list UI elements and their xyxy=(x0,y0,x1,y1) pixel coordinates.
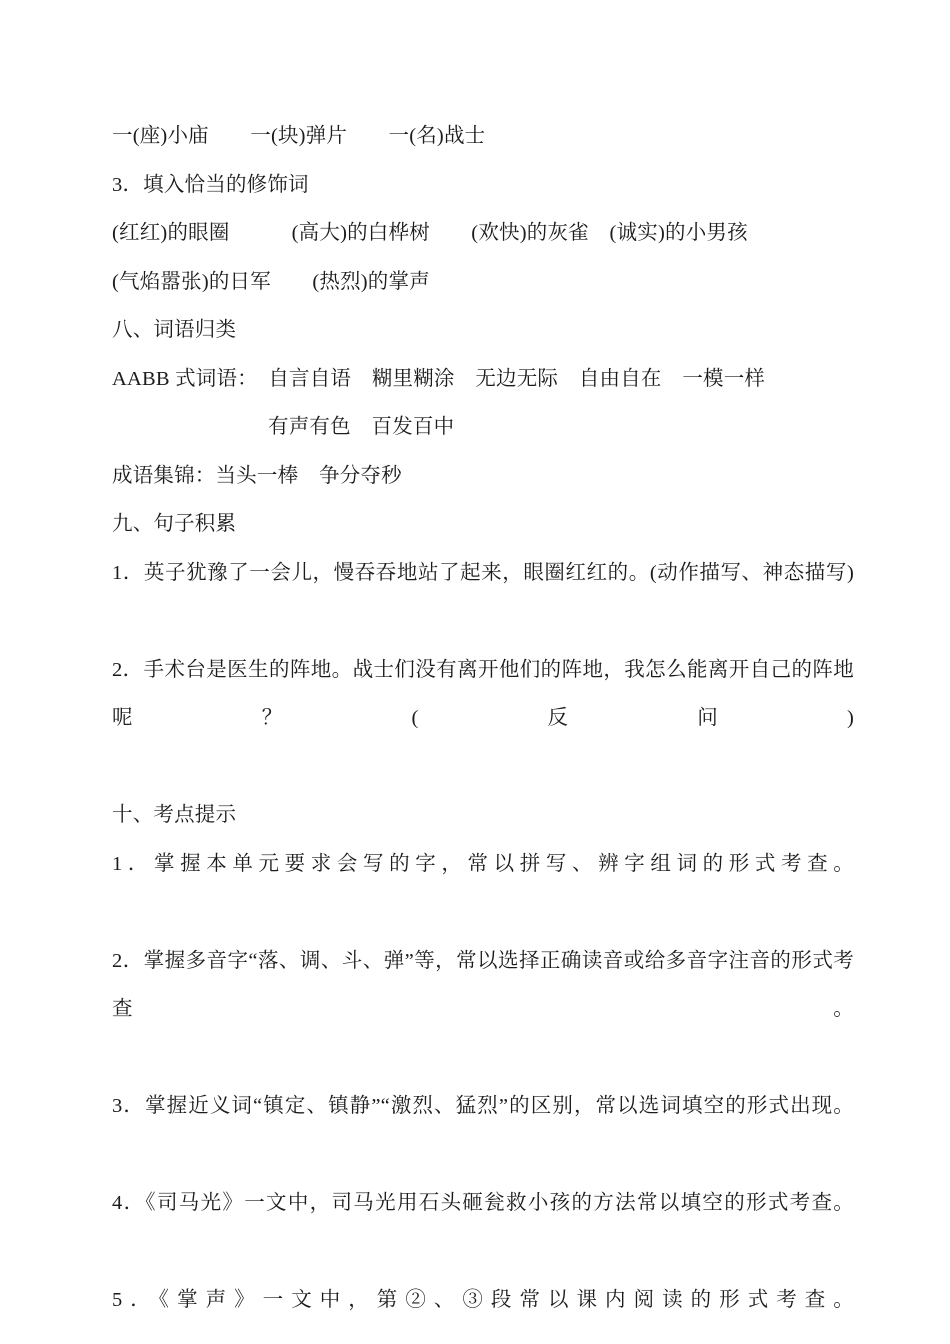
document-body xyxy=(112,112,854,1344)
idiom-collection-line: 成语集锦：当头一棒 争分夺秒 xyxy=(112,464,402,487)
exam-point-item-3: 3．掌握近义词“镇定、镇静”“激烈、猛烈”的区别，常以选词填空的形式出现。 xyxy=(112,1095,854,1117)
section-heading-nine: 九、句子积累 xyxy=(112,513,237,535)
modifier-answer-line-1: (红红)的眼圈 (高大)的白桦树 (欢快)的灰雀 (诚实)的小男孩 xyxy=(112,222,748,244)
section-heading-ten: 十、考点提示 xyxy=(112,804,237,826)
exam-point-item-1: 1．掌握本单元要求会写的字，常以拼写、辨字组词的形式考查。 xyxy=(112,852,854,875)
sentence-accumulation-item-2: 2．手术台是医生的阵地。战士们没有离开他们的阵地，我怎么能离开自己的阵地呢？(反问) xyxy=(112,658,854,729)
aabb-word-list-line-1: AABB 式词语： 自言自语 糊里糊涂 无边无际 自由自在 一模一样 xyxy=(112,367,766,390)
exam-point-item-4: 4．《司马光》一文中，司马光用石头砸瓮救小孩的方法常以填空的形式考查。 xyxy=(112,1192,854,1214)
aabb-word-list-line-2: 有声有色 百发百中 xyxy=(268,416,455,438)
numbered-heading-3: 3．填入恰当的修饰词 xyxy=(112,173,309,196)
sentence-accumulation-item-1: 1．英子犹豫了一会儿，慢吞吞地站了起来，眼圈红红的。(动作描写、神态描写) xyxy=(112,561,854,584)
quantifier-answer-line: 一(座)小庙 一(块)弹片 一(名)战士 xyxy=(112,125,486,147)
modifier-answer-line-2: (气焰嚣张)的日军 (热烈)的掌声 xyxy=(112,270,430,293)
section-heading-eight: 八、词语归类 xyxy=(112,319,237,341)
exam-point-item-2: 2．掌握多音字“落、调、斗、弹”等，常以选择正确读音或给多音字注音的形式考查。 xyxy=(112,949,854,1020)
exam-point-item-5: 5．《掌声》一文中，第②、③段常以课内阅读的形式考查。 xyxy=(112,1289,854,1311)
